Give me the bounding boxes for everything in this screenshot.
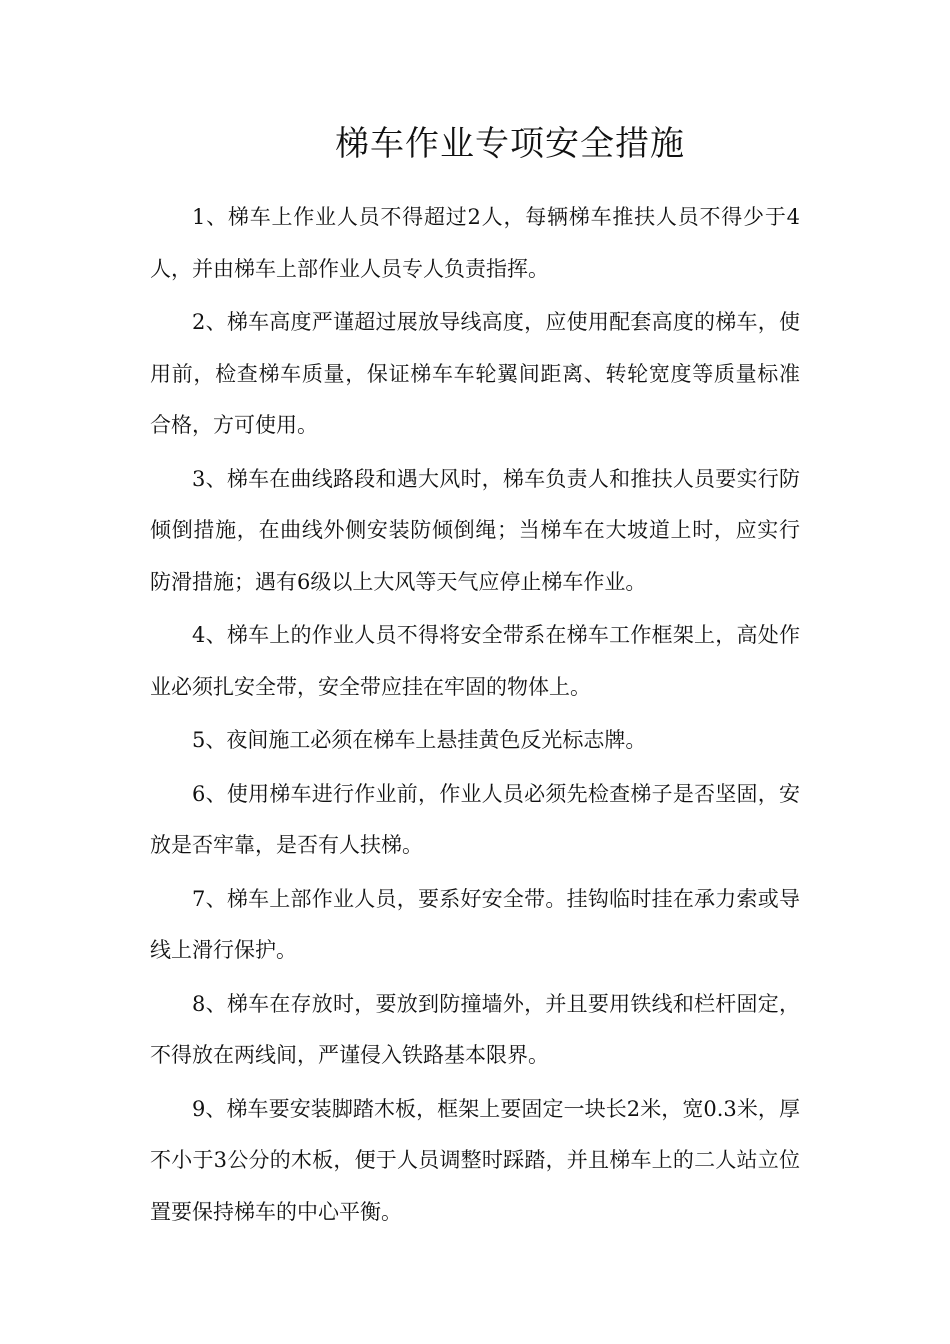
paragraph-6: 6、使用梯车进行作业前，作业人员必须先检查梯子是否坚固，安放是否牢靠，是否有人扶梯。 [150,781,800,857]
paragraph-7: 7、梯车上部作业人员，要系好安全带。挂钩临时挂在承力索或导线上滑行保护。 [150,886,800,962]
paragraph-1: 1、梯车上作业人员不得超过2人，每辆梯车推扶人员不得少于4人，并由梯车上部作业人员专人负责指挥。 [150,205,800,281]
paragraph-5: 5、夜间施工必须在梯车上悬挂黄色反光标志牌。 [192,728,647,752]
document-body [150,192,800,1240]
paragraph-4: 4、梯车上的作业人员不得将安全带系在梯车工作框架上，高处作业必须扎安全带，安全带应挂在牢固的物体上。 [150,623,800,699]
paragraph-2: 2、梯车高度严谨超过展放导线高度，应使用配套高度的梯车，使用前，检查梯车质量，保证梯车车轮翼间距离、转轮宽度等质量标准合格，方可使用。 [150,310,800,437]
document-title: 梯车作业专项安全措施 [335,124,685,164]
paragraph-3: 3、梯车在曲线路段和遇大风时，梯车负责人和推扶人员要实行防倾倒措施，在曲线外侧安装防倾倒绳；当梯车在大坡道上时，应实行防滑措施；遇有6级以上大风等天气应停止梯车作业。 [150,466,800,594]
paragraph-9: 9、梯车要安装脚踏木板，框架上要固定一块长2米，宽0.3米，厚不小于3公分的木板，便于人员调整时踩踏，并且梯车上的二人站立位置要保持梯车的中心平衡。 [150,1096,800,1224]
paragraph-8: 8、梯车在存放时，要放到防撞墙外，并且要用铁线和栏杆固定，不得放在两线间，严谨侵入铁路基本限界。 [150,991,800,1067]
